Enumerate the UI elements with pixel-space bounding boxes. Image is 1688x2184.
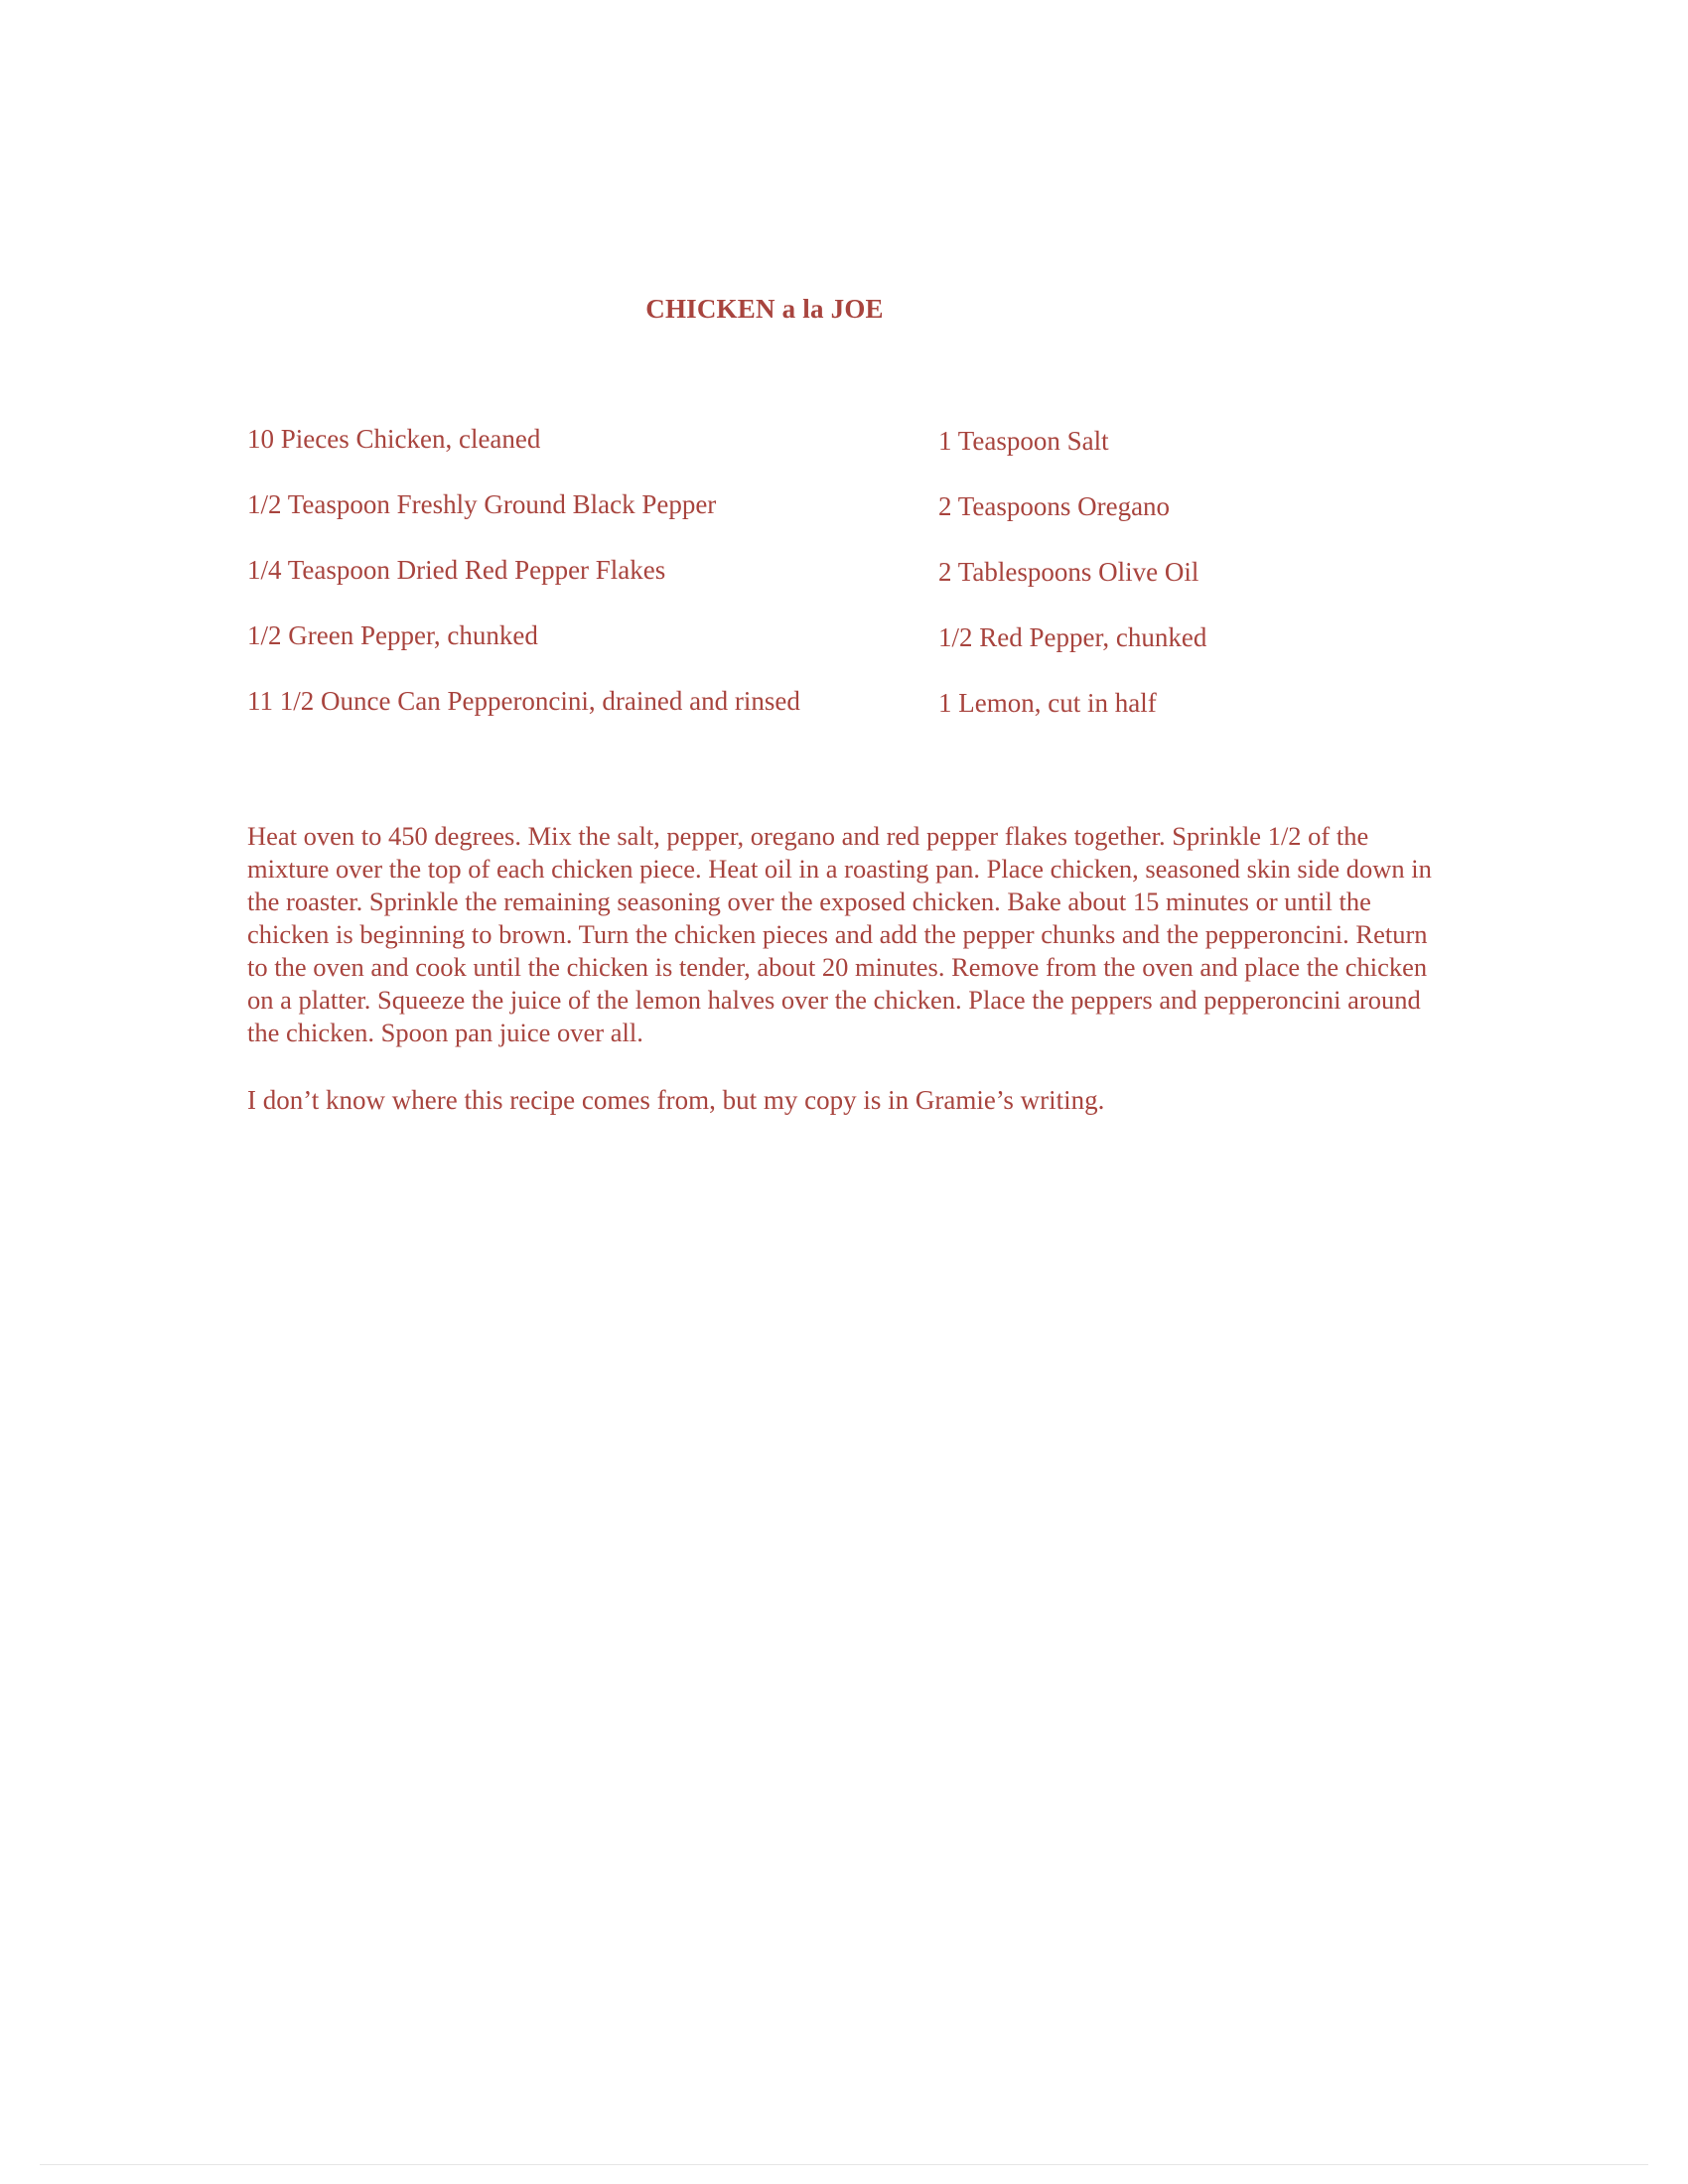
recipe-directions: Heat oven to 450 degrees. Mix the salt, pepper, oregano and red pepper flakes together. Sprinkle 1/2 of the mixture over the top of each chicken piece. Heat oil in a roasting pan. Place chicken, seasoned skin side down in the roaster. Sprinkle the remaining seasoning over the exposed chicken. Bake about 15 minutes or until the chicken is beginning to brown. Turn the chicken pieces and add the pepper chunks and the pepperoncini. Return to the oven and cook until the chicken is tender, about 20 minutes. Remove from the oven and place the chicken on a platter. Squeeze the juice of the lemon halves over the chicken. Place the peppers and pepperoncini around the chicken. Spoon pan juice over all. (247, 821, 1432, 1047)
ingredient-item: 1 Lemon, cut in half (938, 688, 1157, 718)
ingredient-item: 11 1/2 Ounce Can Pepperoncini, drained and rinsed (247, 686, 800, 716)
ingredient-item: 1 Teaspoon Salt (938, 426, 1109, 456)
recipe-note: I don’t know where this recipe comes from, but my copy is in Gramie’s writing. (247, 1085, 1105, 1115)
ingredients-left-column (247, 421, 883, 749)
ingredient-item: 1/4 Teaspoon Dried Red Pepper Flakes (247, 555, 666, 585)
ingredient-item: 1/2 Green Pepper, chunked (247, 620, 538, 650)
ingredient-item: 2 Tablespoons Olive Oil (938, 557, 1199, 587)
ingredient-item: 1/2 Teaspoon Freshly Ground Black Pepper (247, 489, 717, 519)
scan-edge-line (40, 2164, 1648, 2165)
ingredient-item: 2 Teaspoons Oregano (938, 491, 1171, 521)
ingredient-item: 1/2 Red Pepper, chunked (938, 622, 1207, 652)
ingredients-right-column (938, 423, 1385, 751)
ingredient-item: 10 Pieces Chicken, cleaned (247, 424, 541, 454)
recipe-title: CHICKEN a la JOE (645, 294, 884, 324)
